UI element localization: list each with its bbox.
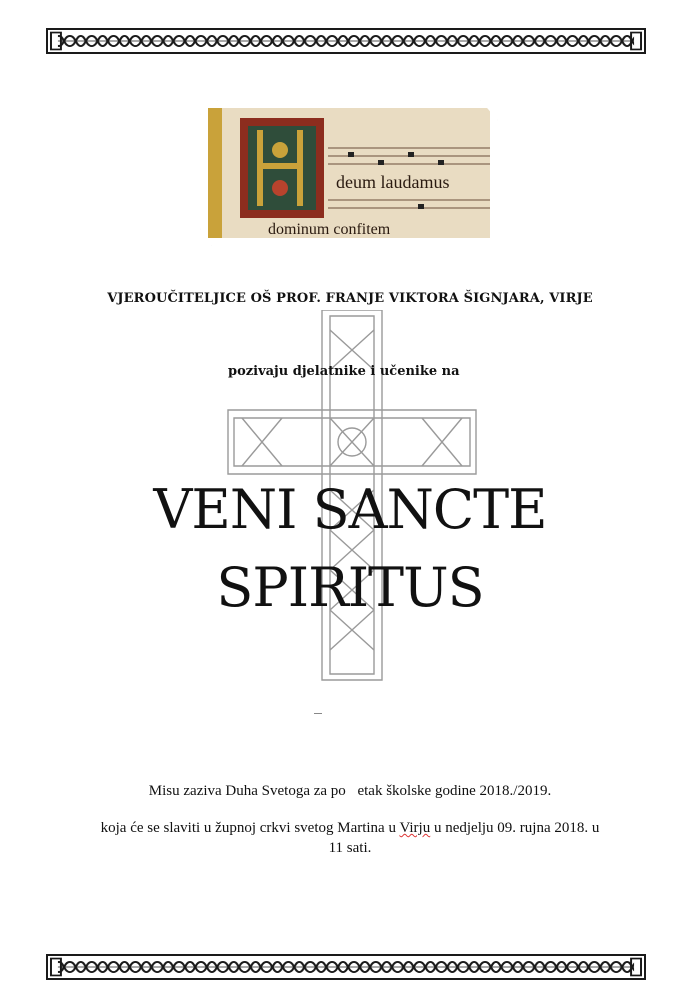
manuscript-illustration	[200, 100, 498, 246]
event-details	[70, 818, 630, 858]
invitation-line: pozivaju djelatnike i učenike na	[228, 364, 460, 379]
top-celtic-border	[46, 28, 646, 54]
small-dash	[314, 713, 322, 714]
event-details-part2: u nedjelju 09. rujna 2018. u	[430, 820, 600, 836]
manuscript-text-2: dominum confitem	[268, 221, 391, 238]
event-details-time: 11 sati.	[328, 840, 372, 856]
bottom-celtic-border	[46, 954, 646, 980]
title-line-2: SPIRITUS	[216, 556, 484, 619]
manuscript-text-1: deum laudamus	[336, 172, 450, 192]
event-details-part1: koja će se slaviti u župnoj crkvi svetog Martina u	[100, 820, 400, 836]
institution-heading: VJEROUČITELJICE OŠ PROF. FRANJE VIKTORA ŠIGNJARA, VIRJE	[107, 291, 593, 306]
event-details-place: Virju	[399, 820, 431, 836]
mass-announcement: Misu zaziva Duha Svetoga za po etak školske godine 2018./2019.	[148, 783, 552, 799]
title-line-1: VENI SANCTE	[153, 478, 547, 541]
